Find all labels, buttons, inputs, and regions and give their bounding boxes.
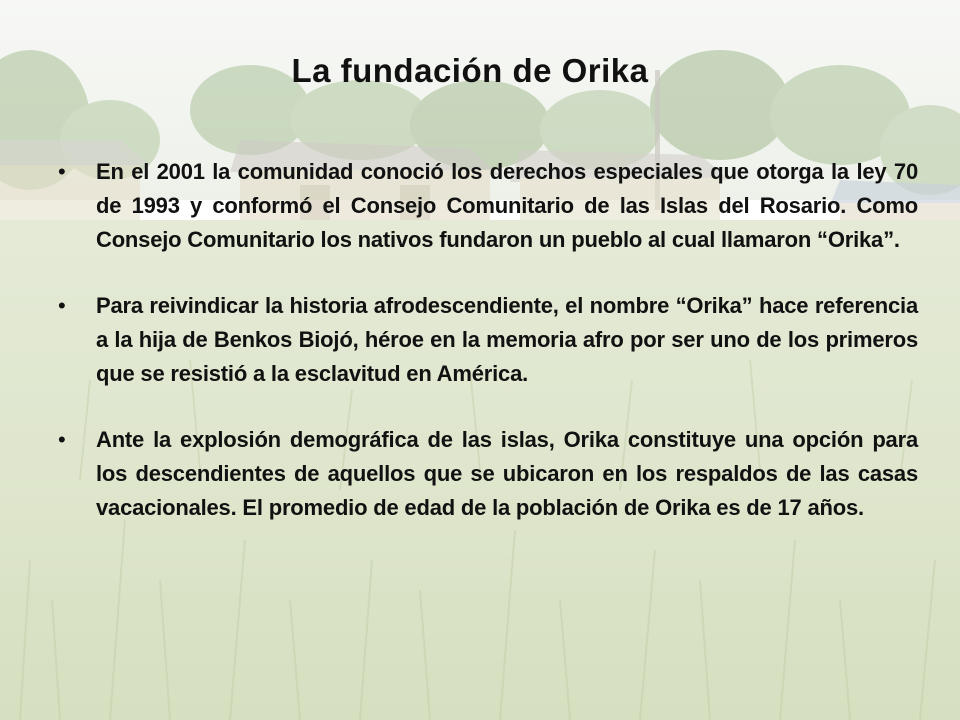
bullet-marker: • bbox=[58, 427, 66, 452]
bullet-text: En el 2001 la comunidad conoció los derechos especiales que otorga la ley 70 de 1993 y conformó el Consejo Comunitario de las Islas del Rosario. Como Consejo Comunitario los nativos fundaron un pueblo al cual llamaron “Orika”. bbox=[96, 159, 918, 252]
bullet-marker: • bbox=[58, 159, 66, 184]
bullet-marker: • bbox=[58, 293, 66, 318]
bullet-text: Ante la explosión demográfica de las islas, Orika constituye una opción para los descendientes de aquellos que se ubicaron en los respaldos de las casas vacacionales. El promedio de edad de la población de Orika es de 17 años. bbox=[96, 427, 918, 520]
bullet-text: Para reivindicar la historia afrodescendiente, el nombre “Orika” hace referencia a la hija de Benkos Biojó, héroe en la memoria afro por ser uno de los primeros que se resistió a la esclavitud en América. bbox=[96, 293, 918, 386]
slide-title: La fundación de Orika bbox=[291, 52, 649, 89]
bullet-item bbox=[58, 155, 918, 257]
bullet-item bbox=[58, 423, 918, 525]
bullet-item bbox=[58, 289, 918, 391]
bullet-list bbox=[58, 155, 918, 557]
